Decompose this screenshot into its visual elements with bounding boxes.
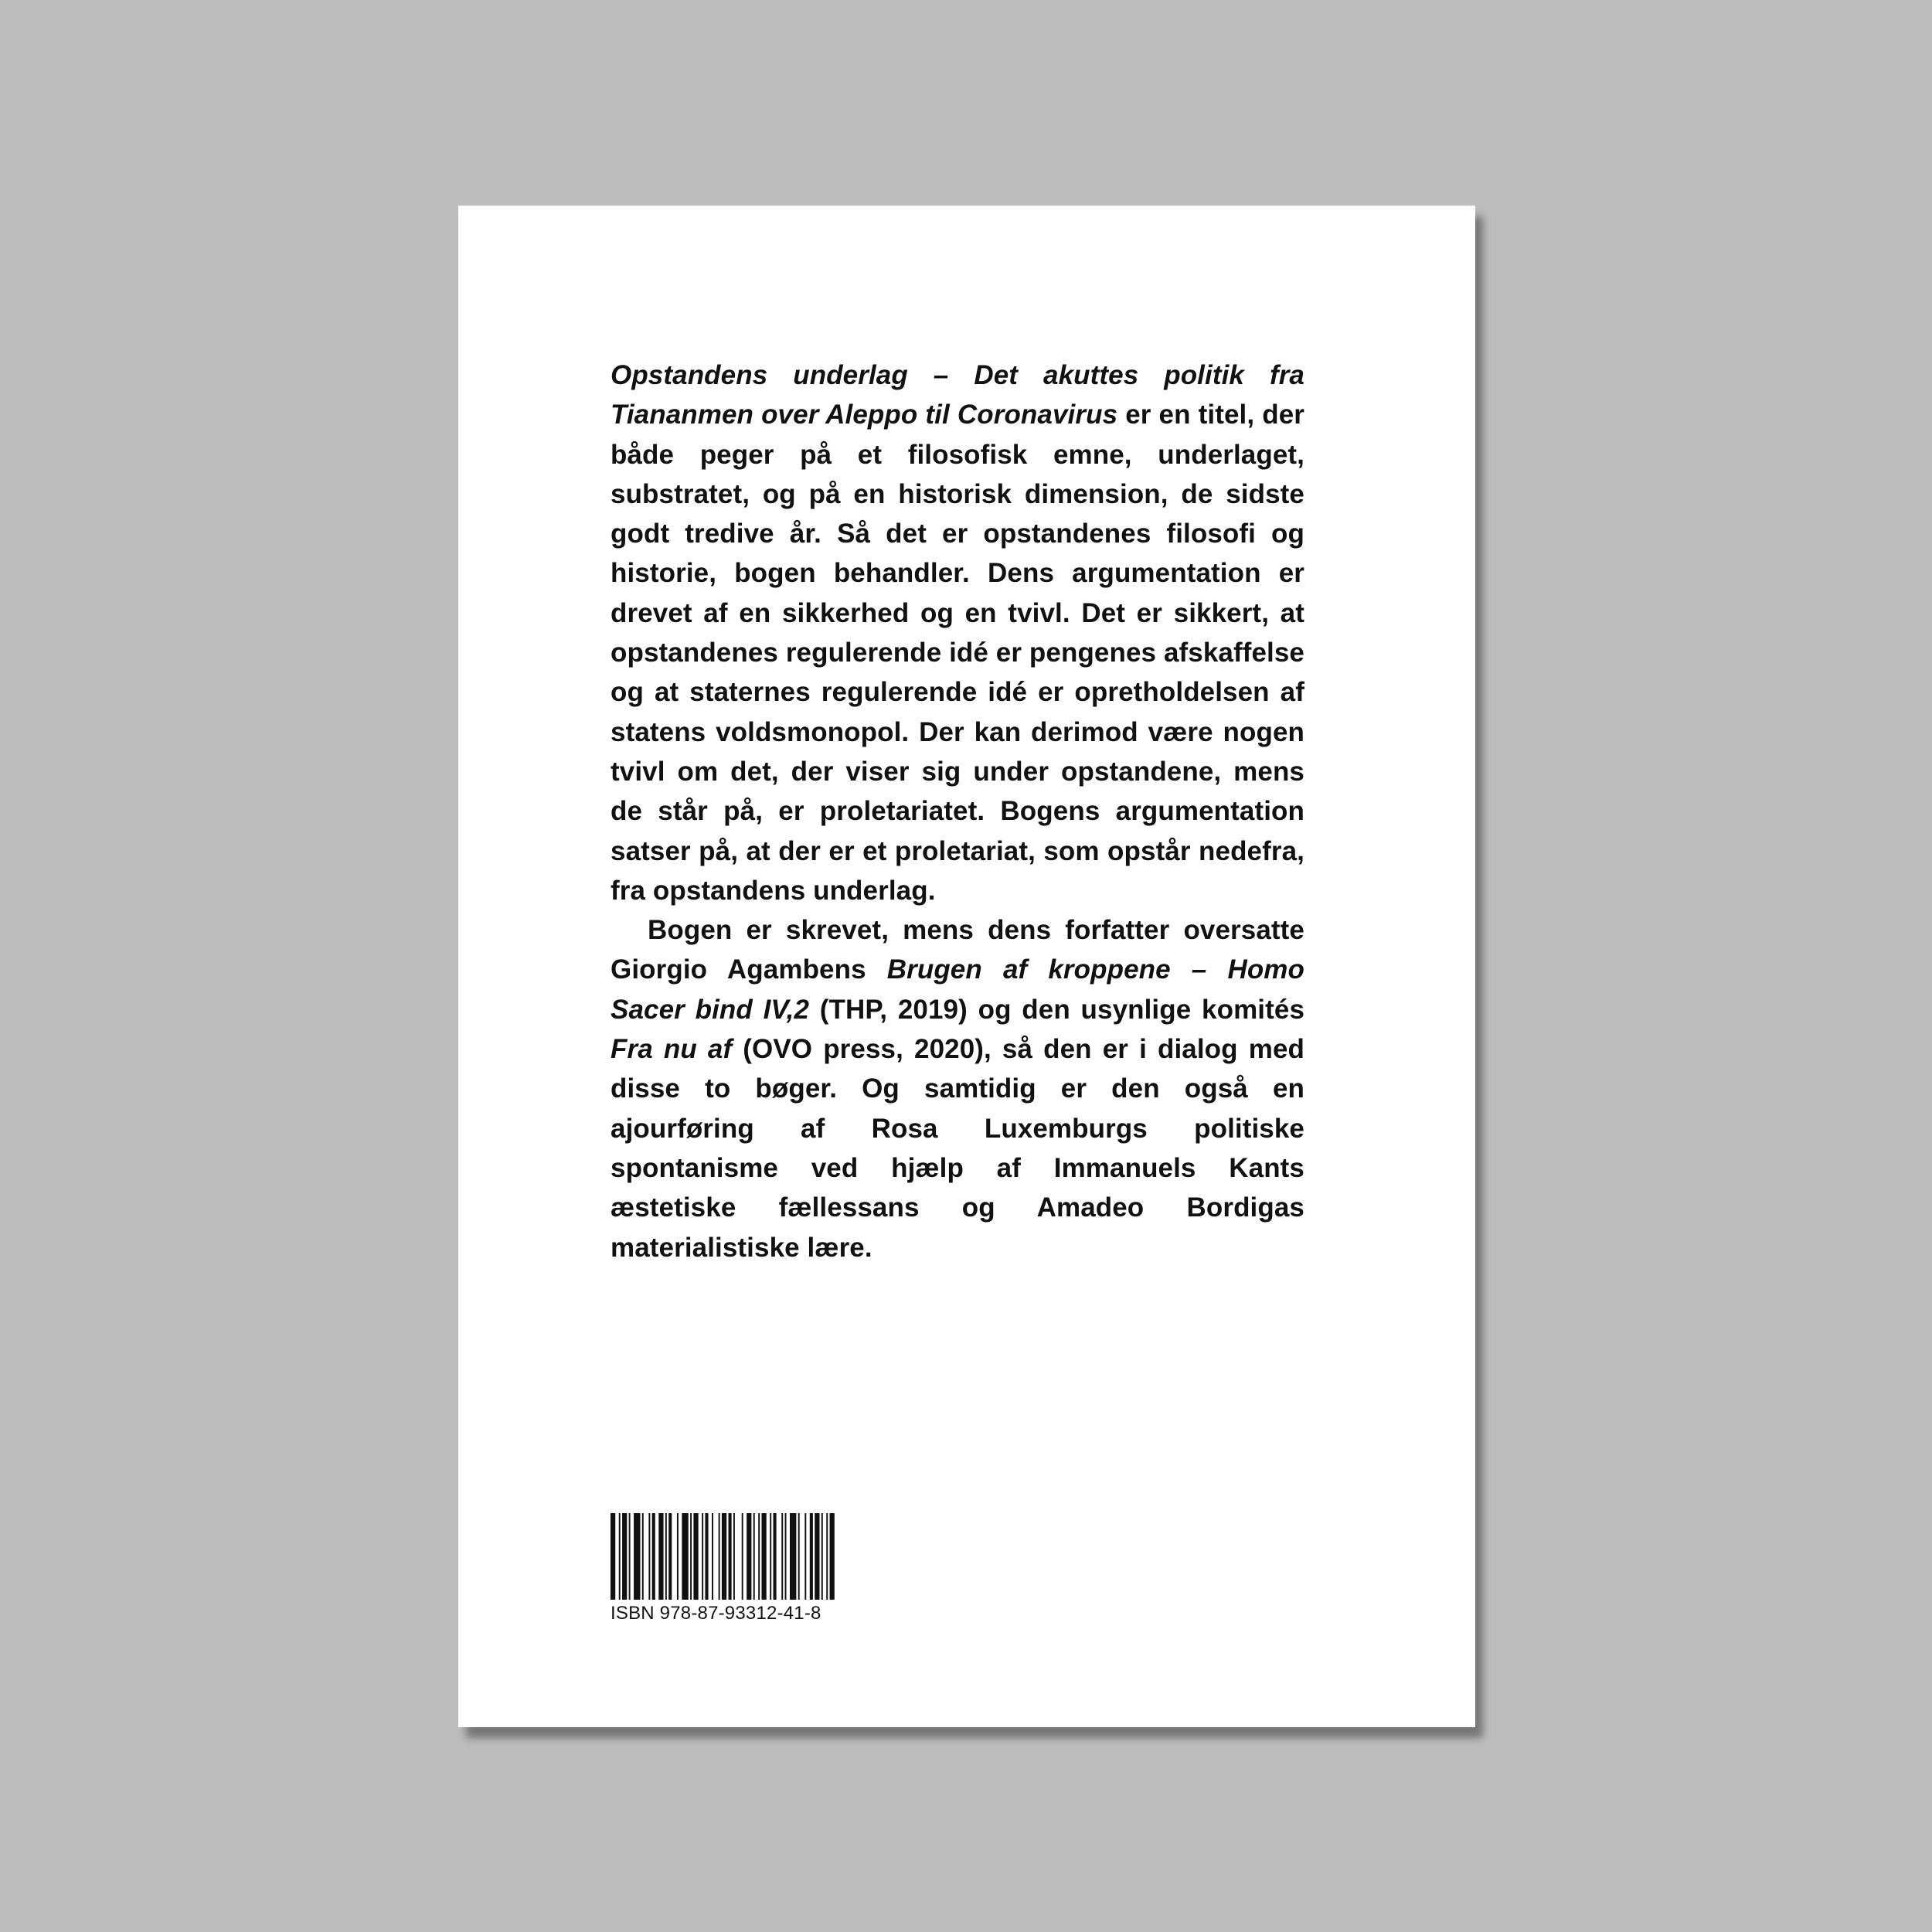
barcode-bar (758, 1513, 760, 1600)
barcode (611, 1513, 835, 1600)
barcode-bar (712, 1513, 713, 1600)
barcode-bar (790, 1513, 796, 1600)
blurb-paragraph-2-text-b: (THP, 2019) og den usynlige komités (809, 994, 1305, 1025)
book-title-italic: Opstandens underlag – Det akuttes politik fra Tiananmen over Aleppo til Coronavirus (611, 360, 1304, 430)
barcode-bar (634, 1513, 640, 1600)
barcode-bar (693, 1513, 698, 1600)
barcode-bar (668, 1513, 672, 1600)
barcode-bar (821, 1513, 823, 1600)
back-cover-blurb (611, 355, 1304, 1267)
barcode-bar (648, 1513, 650, 1600)
barcode-bar (652, 1513, 655, 1600)
barcode-bar (761, 1513, 766, 1600)
blurb-paragraph-2 (611, 910, 1304, 1267)
blurb-paragraph-2-text-a: Bogen er skrevet, mens dens forfatter oversatte Giorgio Agambens (611, 915, 1304, 985)
barcode-bar (804, 1513, 806, 1600)
barcode-bar (729, 1513, 732, 1600)
barcode-bar (747, 1513, 751, 1600)
book-back-cover (458, 206, 1475, 1727)
barcode-bar (770, 1513, 771, 1600)
blurb-paragraph-1-text: er en titel, der både peger på et filosofisk emne, underlaget, substratet, og på en historisk dimension, de sidste godt tredive år. Så det er opstandenes filosofi og historie, bogen behandler. Dens argumentation er drevet af en sikkerhed og en tvivl. Det er sikkert, at opstandenes regulerende idé er pengenes afskaffelse og at staternes regulerende idé er opretholdelsen af statens voldsmonopol. Der kan derimod være nogen tvivl om det, der viser sig under opstandene, mens de står på, er proletariatet. Bogens argumentation satser på, at der er et proletariat, som opstår nedefra, fra opstandens underlag. (611, 400, 1304, 906)
barcode-bar (830, 1513, 835, 1600)
barcode-bar (785, 1513, 787, 1600)
barcode-bar (658, 1513, 663, 1600)
barcode-bar (781, 1513, 783, 1600)
barcode-bar (733, 1513, 735, 1600)
isbn-label: ISBN 978-87-93312-41-8 (611, 1603, 821, 1624)
barcode-bar (742, 1513, 743, 1600)
barcode-bar (642, 1513, 644, 1600)
barcode-bar (629, 1513, 631, 1600)
barcode-bar (665, 1513, 667, 1600)
barcode-bar (619, 1513, 621, 1600)
barcode-bar (622, 1513, 627, 1600)
barcode-bar (677, 1513, 679, 1600)
barcode-bar (722, 1513, 726, 1600)
barcode-bar (798, 1513, 800, 1600)
barcode-bar (719, 1513, 720, 1600)
barcode-block (611, 1513, 835, 1625)
barcode-bar (702, 1513, 703, 1600)
barcode-bar (705, 1513, 708, 1600)
barcode-bar (690, 1513, 692, 1600)
barcode-bar (826, 1513, 828, 1600)
barcode-bar (774, 1513, 777, 1600)
barcode-bar (810, 1513, 813, 1600)
blurb-paragraph-1 (611, 355, 1304, 910)
barcode-bar (682, 1513, 688, 1600)
referenced-title-agamben: Brugen af kroppene – Homo Sacer bind IV,2 (611, 954, 1304, 1025)
barcode-bar (611, 1513, 615, 1600)
barcode-bar (753, 1513, 755, 1600)
barcode-bar (815, 1513, 819, 1600)
blurb-paragraph-2-text-c: (OVO press, 2020), så den er i dialog med disse to bøger. Og samtidig er den også en ajourføring af Rosa Luxemburgs politiske spontanisme ved hjælp af Immanuels Kants æstetiske fællessans og Amadeo Bordigas materialistiske lære. (611, 1034, 1304, 1263)
referenced-title-komite: Fra nu af (611, 1034, 733, 1065)
